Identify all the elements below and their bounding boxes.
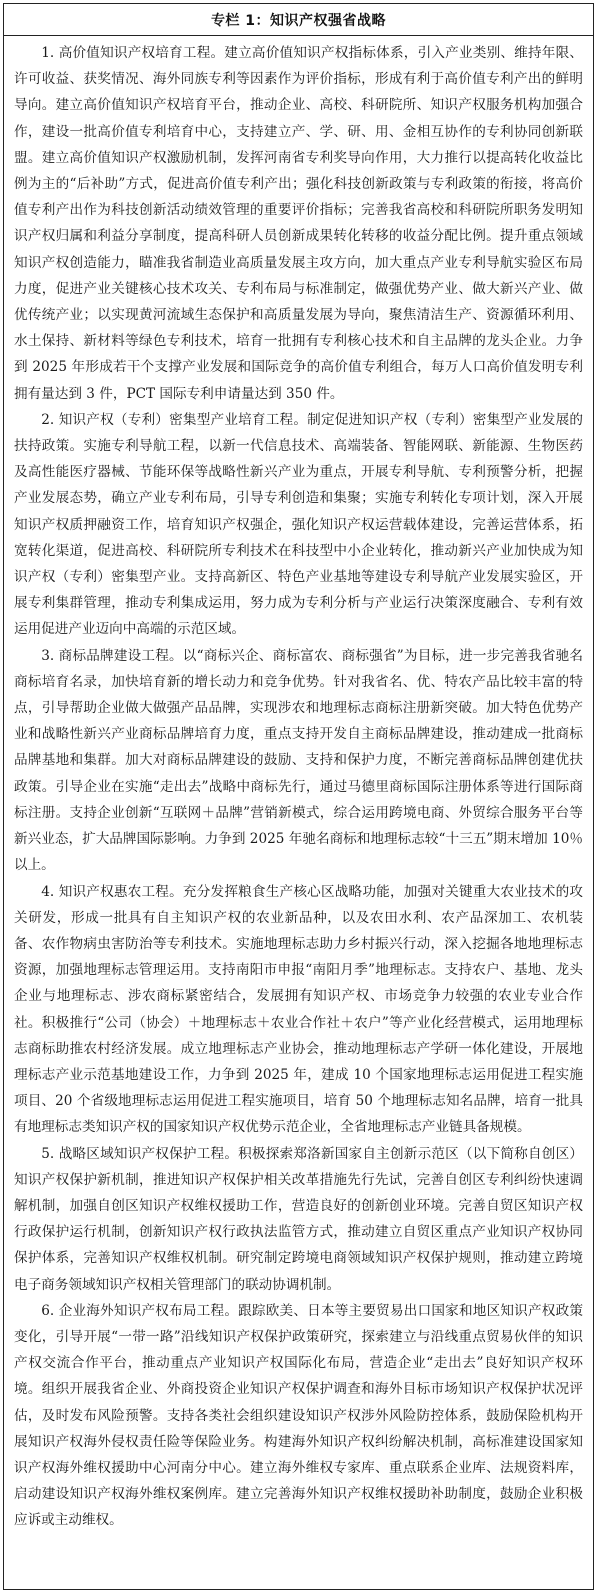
paragraph-4: 4. 知识产权惠农工程。充分发挥粮食生产核心区战略功能，加强对关键重大农业技术的攻关研发，形成一批具有自主知识产权的农业新品种，以及农田水利、农产品深加工、农机装备、农作物病虫害防治等专利技术。实施地理标志助力乡村振兴行动，深入挖掘各地地理标志资源，加强地理标志管理运用。支持南阳市申报“南阳月季”地理标志。支持农户、基地、龙头企业与地理标志、涉农商标紧密结合，发展拥有知识产权、市场竞争力较强的农业专业合作社。积极推行“公司（协会）＋地理标志＋农业合作社＋农户”等产业化经营模式，运用地理标志商标助推农村经济发展。成立地理标志产业协会，推动地理标志产学研一体化建设，开展地理标志产业示范基地建设工作，力争到 2025 年，建成 10 个国家地理标志运用促进工程实施项目、20 个省级地理标志运用促进工程实施项目，培育 50 个地理标志知名品牌，培育一批具有地理标志类知识产权的国家知识产权优势示范企业，全省地理标志产业链具备规模。 [14,883,583,1136]
column-body [4,36,593,1534]
paragraph-3: 3. 商标品牌建设工程。以“商标兴企、商标富农、商标强省”为目标，进一步完善我省驰名商标培育名录，加快培育新的增长动力和竞争优势。针对我省名、优、特农产品比较丰富的特点，引导帮助企业做大做强产品品牌，实现涉农和地理标志商标注册新突破。加大特色优势产业和战略性新兴产业商标品牌培育力度，重点支持开发自主商标品牌建设，推动建成一批商标品牌基地和集群。加大对商标品牌建设的鼓励、支持和保护力度，不断完善商标品牌创建优扶政策。引导企业在实施“走出去”战略中商标先行，通过马德里商标国际注册体系等进行国际商标注册。支持企业创新“互联网＋品牌”营销新模式，综合运用跨境电商、外贸综合服务平台等新兴业态，扩大品牌国际影响。力争到 2025 年驰名商标和地理标志较“十三五”期末增加 10％以上。 [14,647,583,874]
paragraph-6: 6. 企业海外知识产权布局工程。跟踪欧美、日本等主要贸易出口国家和地区知识产权政策变化，引导开展“一带一路”沿线知识产权保护政策研究，探索建立与沿线重点贸易伙伴的知识产权交流合作平台，推动重点产业知识产权国际化布局，营造企业“走出去”良好知识产权环境。组织开展我省企业、外商投资企业知识产权保护调查和海外目标市场知识产权保护状况评估，及时发布风险预警。支持各类社会组织建设知识产权涉外风险防控体系，鼓励保险机构开展知识产权海外侵权责任险等保险业务。构建海外知识产权纠纷解决机制，高标准建设国家知识产权海外维权援助中心河南分中心。建立海外维权专家库、重点联系企业库、法规资料库，启动建设知识产权海外维权案例库。建立完善海外知识产权维权援助补助制度，鼓励企业积极应诉或主动维权。 [14,1302,583,1529]
paragraph-2: 2. 知识产权（专利）密集型产业培育工程。制定促进知识产权（专利）密集型产业发展的扶持政策。实施专利导航工程，以新一代信息技术、高端装备、智能网联、新能源、生物医药及高性能医疗器械、节能环保等战略性新兴产业为重点，开展专利导航、专利预警分析，把握产业发展态势，确立产业专利布局，引导专利创造和集聚；实施专利转化专项计划，深入开展知识产权质押融资工作，培育知识产权强企，强化知识产权运营载体建设，完善运营体系，拓宽转化渠道，促进高校、科研院所专利技术在科技型中小企业转化，推动新兴产业加快成为知识产权（专利）密集型产业。支持高新区、特色产业基地等建设专利导航产业发展实验区，开展专利集群管理，推动专利集成运用，努力成为专利分析与产业运行决策深度融合、专利有效运用促进产业迈向中高端的示范区域。 [14,411,583,638]
paragraph-5: 5. 战略区域知识产权保护工程。积极探索郑洛新国家自主创新示范区（以下简称自创区）知识产权保护新机制，推进知识产权保护相关改革措施先行先试，完善自创区专利纠纷快速调解机制，加强自创区知识产权维权援助工作，营造良好的创新创业环境。完善自贸区知识产权行政保护运行机制，创新知识产权行政执法监管方式，推动建立自贸区重点产业知识产权协同保护体系，完善知识产权维权机制。研究制定跨境电商领域知识产权保护规则，推动建立跨境电子商务领域知识产权相关管理部门的联动协调机制。 [14,1145,583,1293]
paragraph-1: 1. 高价值知识产权培育工程。建立高价值知识产权指标体系，引入产业类别、维持年限、许可收益、获奖情况、海外同族专利等因素作为评价指标，形成有利于高价值专利产出的鲜明导向。建立高价值知识产权培育平台，推动企业、高校、科研院所、知识产权服务机构加强合作，建设一批高价值专利培育中心，支持建立产、学、研、用、金相互协作的专利协同创新联盟。建立高价值知识产权激励机制，发挥河南省专利奖导向作用，大力推行以提高转化收益比例为主的“后补助”方式，促进高价值专利产出；强化科技创新政策与专利政策的衔接，将高价值专利产出作为科技创新活动绩效管理的重要评价指标；完善我省高校和科研院所职务发明知识产权归属和利益分享制度，提高科研人员创新成果转化转移的收益分配比例。提升重点领域知识产权创造能力，瞄准我省制造业高质量发展主攻方向，加大重点产业专利导航实验区布局力度，促进产业关键核心技术攻关、专利布局与标准制定，做强优势产业、做大新兴产业、做优传统产业；以实现黄河流域生态保护和高质量发展为导向，聚焦清洁生产、资源循环利用、水土保持、新材料等绿色专利技术，培育一批拥有专利核心技术和自主品牌的龙头企业。力争到 2025 年形成若干个支撑产业发展和国际竞争的高价值专利组合，每万人口高价值发明专利拥有量达到 3 件，PCT 国际专利申请量达到 350 件。 [14,45,583,402]
column-title: 专栏 1：知识产权强省战略 [4,4,593,36]
column-box [3,3,594,1590]
